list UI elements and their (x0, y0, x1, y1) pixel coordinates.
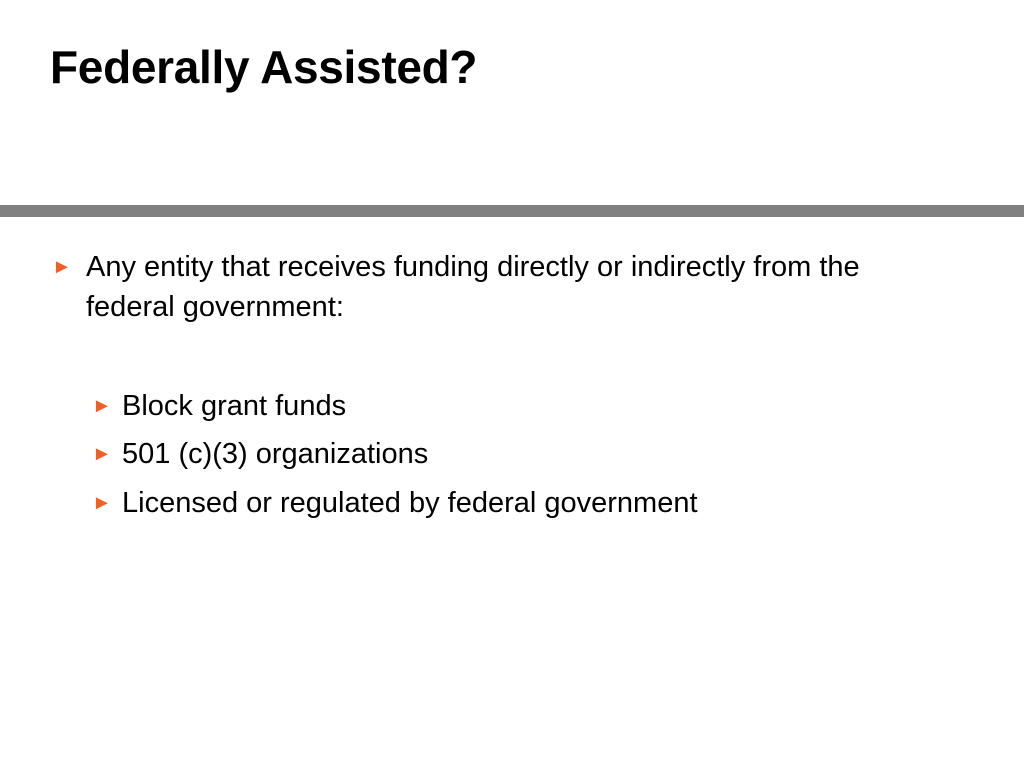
sub-bullet (92, 386, 972, 426)
sub-bullet (92, 434, 972, 474)
main-bullet-text: Any entity that receives funding directly or indirectly from the federal government: (86, 251, 860, 323)
sub-bullet-text: Block grant funds (122, 390, 347, 422)
title-divider (0, 205, 1024, 217)
slide-title: Federally Assisted? (50, 41, 478, 93)
bullet-arrow-icon: ► (92, 443, 112, 465)
bullet-arrow-icon: ► (92, 395, 112, 417)
sub-bullet-text: 501 (c)(3) organizations (122, 438, 429, 470)
bullet-arrow-icon: ► (52, 256, 72, 278)
main-bullet (52, 247, 952, 327)
sub-bullet-text: Licensed or regulated by federal government (122, 487, 698, 519)
bullet-arrow-icon: ► (92, 492, 112, 514)
sub-bullet (92, 483, 972, 523)
